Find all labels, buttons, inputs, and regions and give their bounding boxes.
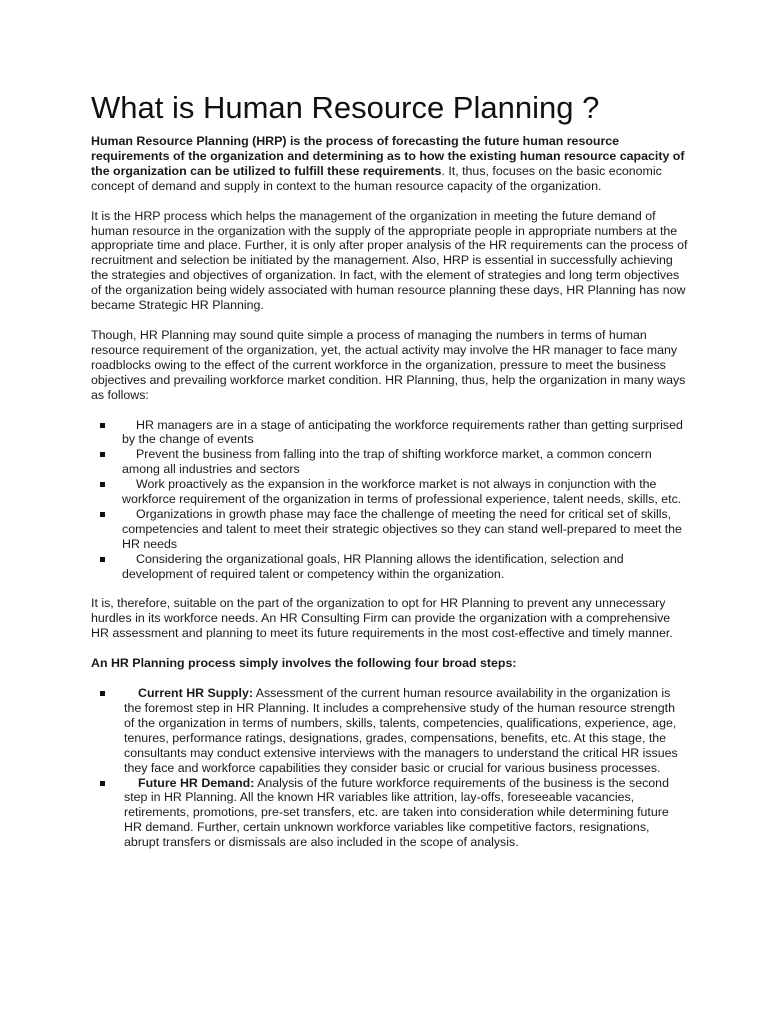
page-title: What is Human Resource Planning ? bbox=[91, 90, 600, 125]
paragraph-consulting: It is, therefore, suitable on the part of the organization to opt for HR Planning to prevent any unnecessary hurdles in its workforce needs. An HR Consulting Firm can provide the organization with a comprehensive HR assessment and planning to meet its future requirements in the most cost-effective and timely manner. bbox=[91, 596, 673, 641]
intro-paragraph bbox=[91, 134, 688, 194]
list-item: Organizations in growth phase may face the challenge of meeting the need for critical set of skills, competencies and talent to meet their strategic objectives so they can stand well-prepared to meet the HR needs bbox=[91, 507, 688, 552]
list-item: Current HR Supply: Assessment of the current human resource availability in the organization is the foremost step in HR Planning. It includes a comprehensive study of the human resource strength of the organization in terms of numbers, skills, talents, competencies, qualifications, experience, age, tenures, performance ratings, designations, grades, compensations, benefits, etc. At this stage, the consultants may conduct extensive interviews with the managers to understand the critical HR issues they face and workforce capabilities they consider basic or crucial for various business processes. bbox=[91, 686, 688, 775]
step-label: Future HR Demand: bbox=[138, 775, 255, 790]
step-label: Current HR Supply: bbox=[138, 686, 253, 701]
list-item: Considering the organizational goals, HR Planning allows the identification, selection and development of required talent or competency within the organization. bbox=[91, 552, 688, 582]
paragraph-hrp-process: It is the HRP process which helps the management of the organization in meeting the future demand of human resource in the organization with the supply of the appropriate people in appropriate numbers at the appropriate time and place. Further, it is only after proper analysis of the HR requirements can the process of recruitment and selection be initiated by the management. Also, HRP is essential in successfully achieving the strategies and objectives of organization. In fact, with the element of strategies and long term objectives of the organization being widely associated with human resource planning these days, HR Planning has now became Strategic HR Planning. bbox=[91, 208, 688, 313]
steps-list bbox=[91, 686, 688, 850]
benefits-list bbox=[91, 418, 688, 582]
square-bullet-icon bbox=[100, 512, 105, 517]
intro-rest: . It, thus, focuses on the basic economic concept of demand and supply in context to the human resource capacity of the organization. bbox=[91, 163, 662, 193]
list-item: HR managers are in a stage of anticipating the workforce requirements rather than getting surprised by the change of events bbox=[91, 418, 688, 448]
list-item: Work proactively as the expansion in the workforce market is not always in conjunction with the workforce requirement of the organization in terms of professional experience, talent needs, skills, etc. bbox=[91, 477, 688, 507]
intro-bold-definition: Human Resource Planning (HRP) is the process of forecasting the future human resource requirements of the organization and determining as to how the existing human resource capacity of the organization can be utilized to fulfill these requirements bbox=[91, 134, 685, 178]
square-bullet-icon bbox=[100, 781, 105, 786]
list-item: Future HR Demand: Analysis of the future workforce requirements of the business is the second step in HR Planning. All the known HR variables like attrition, lay-offs, foreseeable vacancies, retirements, promotions, pre-set transfers, etc. are taken into consideration while determining future HR demand. Further, certain unknown workforce variables like competitive factors, resignations, abrupt transfers or dismissals are also included in the scope of analysis. bbox=[91, 776, 688, 851]
square-bullet-icon bbox=[100, 482, 105, 487]
list-item: Prevent the business from falling into the trap of shifting workforce market, a common concern among all industries and sectors bbox=[91, 447, 688, 477]
steps-heading: An HR Planning process simply involves the following four broad steps: bbox=[91, 656, 517, 671]
paragraph-roadblocks: Though, HR Planning may sound quite simple a process of managing the numbers in terms of human resource requirement of the organization, yet, the actual activity may involve the HR manager to face many roadblocks owing to the effect of the current workforce in the organization, pressure to meet the business objectives and prevailing workforce market condition. HR Planning, thus, help the organization in many ways as follows: bbox=[91, 327, 686, 402]
square-bullet-icon bbox=[100, 691, 105, 696]
square-bullet-icon bbox=[100, 557, 105, 562]
square-bullet-icon bbox=[100, 452, 105, 457]
square-bullet-icon bbox=[100, 423, 105, 428]
